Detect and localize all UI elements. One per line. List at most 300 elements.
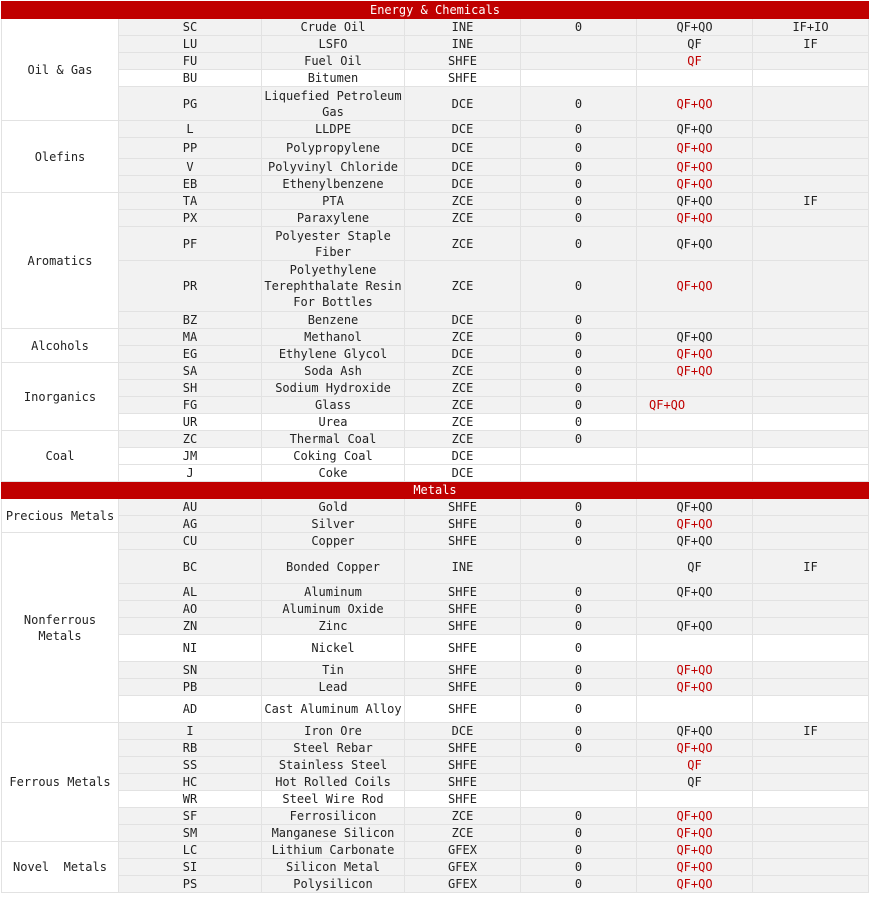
product-name: Crude Oil (262, 19, 405, 36)
quote-type-cell: QF+QO (637, 825, 753, 842)
product-name: Bitumen (262, 70, 405, 87)
exchange-cell: ZCE (405, 210, 521, 227)
option-cell: 0 (521, 138, 637, 159)
quote-type-cell (637, 380, 753, 397)
exchange-cell: DCE (405, 159, 521, 176)
option-cell: 0 (521, 825, 637, 842)
table-row (2, 740, 869, 757)
index-cell (753, 516, 869, 533)
product-code: PR (119, 261, 262, 312)
product-code: AG (119, 516, 262, 533)
table-row (2, 19, 869, 36)
product-code: PS (119, 876, 262, 893)
exchange-cell: INE (405, 19, 521, 36)
index-cell (753, 53, 869, 70)
table-row (2, 261, 869, 312)
table-row (2, 159, 869, 176)
exchange-cell: ZCE (405, 380, 521, 397)
option-cell: 0 (521, 414, 637, 431)
table-row (2, 397, 869, 414)
exchange-cell: SHFE (405, 70, 521, 87)
option-cell: 0 (521, 808, 637, 825)
product-name: Aluminum Oxide (262, 601, 405, 618)
table-row (2, 87, 869, 121)
product-name: Cast Aluminum Alloy (262, 696, 405, 723)
section-title: Energy & Chemicals (2, 2, 869, 19)
option-cell (521, 448, 637, 465)
product-code: SF (119, 808, 262, 825)
option-cell (521, 36, 637, 53)
index-cell (753, 87, 869, 121)
table-row (2, 176, 869, 193)
option-cell: 0 (521, 312, 637, 329)
quote-type-cell: QF+QO (637, 227, 753, 261)
product-name: Thermal Coal (262, 431, 405, 448)
exchange-cell: INE (405, 550, 521, 584)
index-cell (753, 740, 869, 757)
option-cell: 0 (521, 859, 637, 876)
option-cell: 0 (521, 635, 637, 662)
product-name: Polyester Staple Fiber (262, 227, 405, 261)
quote-type-cell: QF+QO (637, 842, 753, 859)
exchange-cell: GFEX (405, 876, 521, 893)
exchange-cell: GFEX (405, 859, 521, 876)
exchange-cell: ZCE (405, 261, 521, 312)
product-name: Liquefied Petroleum Gas (262, 87, 405, 121)
table-row (2, 210, 869, 227)
product-code: SS (119, 757, 262, 774)
option-cell: 0 (521, 261, 637, 312)
section-title: Metals (2, 482, 869, 499)
option-cell: 0 (521, 346, 637, 363)
product-name: Polypropylene (262, 138, 405, 159)
exchange-cell: SHFE (405, 584, 521, 601)
exchange-cell: DCE (405, 121, 521, 138)
exchange-cell: DCE (405, 723, 521, 740)
product-code: LU (119, 36, 262, 53)
option-cell: 0 (521, 679, 637, 696)
exchange-cell: ZCE (405, 414, 521, 431)
index-cell (753, 791, 869, 808)
exchange-cell: SHFE (405, 53, 521, 70)
table-row (2, 227, 869, 261)
product-code: AO (119, 601, 262, 618)
exchange-cell: DCE (405, 346, 521, 363)
option-cell: 0 (521, 662, 637, 679)
quote-type-cell: QF (637, 36, 753, 53)
index-cell (753, 363, 869, 380)
product-name: Coke (262, 465, 405, 482)
product-code: SC (119, 19, 262, 36)
exchange-cell: ZCE (405, 808, 521, 825)
option-cell: 0 (521, 618, 637, 635)
exchange-cell: SHFE (405, 740, 521, 757)
quote-type-cell: QF+QO (637, 159, 753, 176)
index-cell (753, 584, 869, 601)
quote-type-cell: QF+QO (637, 618, 753, 635)
product-code: SA (119, 363, 262, 380)
group-label: Precious Metals (2, 499, 119, 533)
quote-type-cell: QF+QO (637, 329, 753, 346)
product-code: RB (119, 740, 262, 757)
quote-type-cell: QF+QO (637, 176, 753, 193)
index-cell (753, 121, 869, 138)
table-row (2, 533, 869, 550)
index-cell (753, 346, 869, 363)
option-cell: 0 (521, 584, 637, 601)
option-cell (521, 757, 637, 774)
exchange-cell: ZCE (405, 431, 521, 448)
exchange-cell: DCE (405, 138, 521, 159)
exchange-cell: SHFE (405, 499, 521, 516)
quote-type-cell: QF+QO (637, 859, 753, 876)
quote-type-cell (637, 431, 753, 448)
section-header-row (2, 2, 869, 19)
product-code: SM (119, 825, 262, 842)
option-cell: 0 (521, 210, 637, 227)
product-code: CU (119, 533, 262, 550)
product-name: Tin (262, 662, 405, 679)
group-label: Aromatics (2, 193, 119, 329)
index-cell: IF (753, 723, 869, 740)
quote-type-cell: QF+QO (637, 584, 753, 601)
product-name: Ethenylbenzene (262, 176, 405, 193)
table-row (2, 550, 869, 584)
option-cell: 0 (521, 601, 637, 618)
product-code: L (119, 121, 262, 138)
quote-type-cell: QF+QO (637, 499, 753, 516)
product-code: EB (119, 176, 262, 193)
product-code: BU (119, 70, 262, 87)
product-code: AL (119, 584, 262, 601)
table-row (2, 363, 869, 380)
table-row (2, 465, 869, 482)
product-name: Copper (262, 533, 405, 550)
product-name: PTA (262, 193, 405, 210)
index-cell (753, 774, 869, 791)
index-cell (753, 329, 869, 346)
product-name: Polysilicon (262, 876, 405, 893)
table-row (2, 825, 869, 842)
index-cell (753, 261, 869, 312)
index-cell (753, 414, 869, 431)
product-name: Soda Ash (262, 363, 405, 380)
option-cell: 0 (521, 176, 637, 193)
quote-type-cell: QF+QO (637, 193, 753, 210)
product-code: ZN (119, 618, 262, 635)
table-row (2, 774, 869, 791)
product-code: AD (119, 696, 262, 723)
product-code: PB (119, 679, 262, 696)
table-row (2, 791, 869, 808)
group-label: Alcohols (2, 329, 119, 363)
option-cell: 0 (521, 329, 637, 346)
quote-type-cell: QF+QO (637, 138, 753, 159)
option-cell: 0 (521, 121, 637, 138)
product-code: FU (119, 53, 262, 70)
exchange-cell: SHFE (405, 516, 521, 533)
quote-type-cell (637, 414, 753, 431)
group-label: Oil & Gas (2, 19, 119, 121)
quote-type-cell: QF (637, 53, 753, 70)
product-code: NI (119, 635, 262, 662)
exchange-cell: DCE (405, 448, 521, 465)
exchange-cell: SHFE (405, 533, 521, 550)
product-name: LSFO (262, 36, 405, 53)
quote-type-cell: QF+QO (637, 679, 753, 696)
exchange-cell: SHFE (405, 601, 521, 618)
exchange-cell: ZCE (405, 329, 521, 346)
product-code: SH (119, 380, 262, 397)
product-name: Stainless Steel (262, 757, 405, 774)
table-row (2, 584, 869, 601)
table-row (2, 70, 869, 87)
product-code: V (119, 159, 262, 176)
exchange-cell: SHFE (405, 757, 521, 774)
quote-type-cell: QF+QO (637, 876, 753, 893)
product-name: Paraxylene (262, 210, 405, 227)
product-name: Glass (262, 397, 405, 414)
index-cell (753, 696, 869, 723)
exchange-cell: GFEX (405, 842, 521, 859)
product-name: Aluminum (262, 584, 405, 601)
table-row (2, 414, 869, 431)
table-row (2, 808, 869, 825)
index-cell (753, 662, 869, 679)
quote-type-cell (637, 70, 753, 87)
index-cell (753, 176, 869, 193)
exchange-cell: DCE (405, 465, 521, 482)
index-cell (753, 159, 869, 176)
product-name: Steel Rebar (262, 740, 405, 757)
option-cell (521, 791, 637, 808)
table-row (2, 842, 869, 859)
option-cell (521, 465, 637, 482)
table-row (2, 601, 869, 618)
product-code: SI (119, 859, 262, 876)
product-code: PP (119, 138, 262, 159)
group-label: Ferrous Metals (2, 723, 119, 842)
quote-type-cell: QF (637, 774, 753, 791)
product-code: AU (119, 499, 262, 516)
product-code: FG (119, 397, 262, 414)
group-label: Coal (2, 431, 119, 482)
futures-table (1, 1, 869, 893)
quote-type-cell: QF+QO (637, 121, 753, 138)
table-row (2, 757, 869, 774)
quote-type-cell: QF (637, 757, 753, 774)
product-name: Sodium Hydroxide (262, 380, 405, 397)
quote-type-cell: QF (637, 550, 753, 584)
index-cell (753, 757, 869, 774)
index-cell (753, 499, 869, 516)
quote-type-cell: QF+QO (637, 662, 753, 679)
product-code: SN (119, 662, 262, 679)
quote-type-cell: QF+QO (637, 397, 753, 414)
quote-type-cell (637, 448, 753, 465)
product-name: Manganese Silicon (262, 825, 405, 842)
index-cell (753, 679, 869, 696)
exchange-cell: ZCE (405, 193, 521, 210)
table-row (2, 312, 869, 329)
quote-type-cell (637, 312, 753, 329)
quote-type-cell (637, 465, 753, 482)
product-name: Steel Wire Rod (262, 791, 405, 808)
table-row (2, 516, 869, 533)
quote-type-cell (637, 635, 753, 662)
exchange-cell: SHFE (405, 679, 521, 696)
option-cell: 0 (521, 227, 637, 261)
table-row (2, 876, 869, 893)
index-cell (753, 842, 869, 859)
product-name: Zinc (262, 618, 405, 635)
table-row (2, 193, 869, 210)
product-code: TA (119, 193, 262, 210)
option-cell: 0 (521, 193, 637, 210)
exchange-cell: SHFE (405, 774, 521, 791)
product-name: Gold (262, 499, 405, 516)
product-name: Methanol (262, 329, 405, 346)
table-row (2, 329, 869, 346)
option-cell: 0 (521, 842, 637, 859)
index-cell (753, 876, 869, 893)
option-cell: 0 (521, 499, 637, 516)
section-header-row (2, 482, 869, 499)
product-name: Nickel (262, 635, 405, 662)
quote-type-cell: QF+QO (637, 740, 753, 757)
table-row (2, 36, 869, 53)
exchange-cell: SHFE (405, 791, 521, 808)
index-cell (753, 312, 869, 329)
table-row (2, 53, 869, 70)
quote-type-cell (637, 696, 753, 723)
group-label: Inorganics (2, 363, 119, 431)
option-cell: 0 (521, 87, 637, 121)
product-code: ZC (119, 431, 262, 448)
index-cell (753, 227, 869, 261)
product-code: BC (119, 550, 262, 584)
table-row (2, 662, 869, 679)
product-code: PX (119, 210, 262, 227)
product-name: Iron Ore (262, 723, 405, 740)
exchange-cell: DCE (405, 176, 521, 193)
option-cell: 0 (521, 397, 637, 414)
product-name: Silver (262, 516, 405, 533)
quote-type-cell (637, 791, 753, 808)
quote-type-cell: QF+QO (637, 723, 753, 740)
exchange-cell: ZCE (405, 227, 521, 261)
product-code: EG (119, 346, 262, 363)
option-cell: 0 (521, 696, 637, 723)
option-cell: 0 (521, 431, 637, 448)
product-name: Polyvinyl Chloride (262, 159, 405, 176)
product-name: Ethylene Glycol (262, 346, 405, 363)
exchange-cell: ZCE (405, 363, 521, 380)
exchange-cell: SHFE (405, 618, 521, 635)
product-code: WR (119, 791, 262, 808)
table-row (2, 431, 869, 448)
table-row (2, 618, 869, 635)
index-cell: IF (753, 550, 869, 584)
table-row (2, 380, 869, 397)
index-cell: IF+IO (753, 19, 869, 36)
quote-type-cell: QF+QO (637, 516, 753, 533)
index-cell (753, 431, 869, 448)
product-name: Silicon Metal (262, 859, 405, 876)
exchange-cell: DCE (405, 87, 521, 121)
exchange-cell: ZCE (405, 397, 521, 414)
index-cell (753, 808, 869, 825)
index-cell (753, 859, 869, 876)
table-row (2, 859, 869, 876)
index-cell (753, 138, 869, 159)
table-row (2, 723, 869, 740)
group-label: Novel Metals (2, 842, 119, 893)
product-code: PG (119, 87, 262, 121)
exchange-cell: SHFE (405, 696, 521, 723)
index-cell: IF (753, 193, 869, 210)
index-cell (753, 70, 869, 87)
product-name: Hot Rolled Coils (262, 774, 405, 791)
index-cell (753, 210, 869, 227)
exchange-cell: SHFE (405, 662, 521, 679)
product-name: Fuel Oil (262, 53, 405, 70)
option-cell: 0 (521, 533, 637, 550)
group-label: Olefins (2, 121, 119, 193)
product-name: Coking Coal (262, 448, 405, 465)
option-cell (521, 70, 637, 87)
option-cell: 0 (521, 363, 637, 380)
product-code: I (119, 723, 262, 740)
product-code: UR (119, 414, 262, 431)
index-cell (753, 397, 869, 414)
product-code: JM (119, 448, 262, 465)
product-code: LC (119, 842, 262, 859)
quote-type-cell: QF+QO (637, 210, 753, 227)
quote-type-cell: QF+QO (637, 346, 753, 363)
index-cell (753, 533, 869, 550)
product-name: Polyethylene Terephthalate Resin For Bottles (262, 261, 405, 312)
option-cell: 0 (521, 723, 637, 740)
product-name: Urea (262, 414, 405, 431)
option-cell (521, 774, 637, 791)
index-cell: IF (753, 36, 869, 53)
exchange-cell: INE (405, 36, 521, 53)
option-cell: 0 (521, 516, 637, 533)
option-cell: 0 (521, 159, 637, 176)
index-cell (753, 448, 869, 465)
quote-type-cell (637, 601, 753, 618)
table-row (2, 635, 869, 662)
table-row (2, 121, 869, 138)
table-row (2, 346, 869, 363)
table-row (2, 696, 869, 723)
product-code: PF (119, 227, 262, 261)
exchange-cell: ZCE (405, 825, 521, 842)
index-cell (753, 635, 869, 662)
index-cell (753, 825, 869, 842)
product-name: Lithium Carbonate (262, 842, 405, 859)
index-cell (753, 601, 869, 618)
quote-type-cell: QF+QO (637, 87, 753, 121)
index-cell (753, 380, 869, 397)
option-cell: 0 (521, 876, 637, 893)
quote-type-cell: QF+QO (637, 808, 753, 825)
product-name: Bonded Copper (262, 550, 405, 584)
quote-type-cell: QF+QO (637, 533, 753, 550)
exchange-cell: SHFE (405, 635, 521, 662)
exchange-cell: DCE (405, 312, 521, 329)
